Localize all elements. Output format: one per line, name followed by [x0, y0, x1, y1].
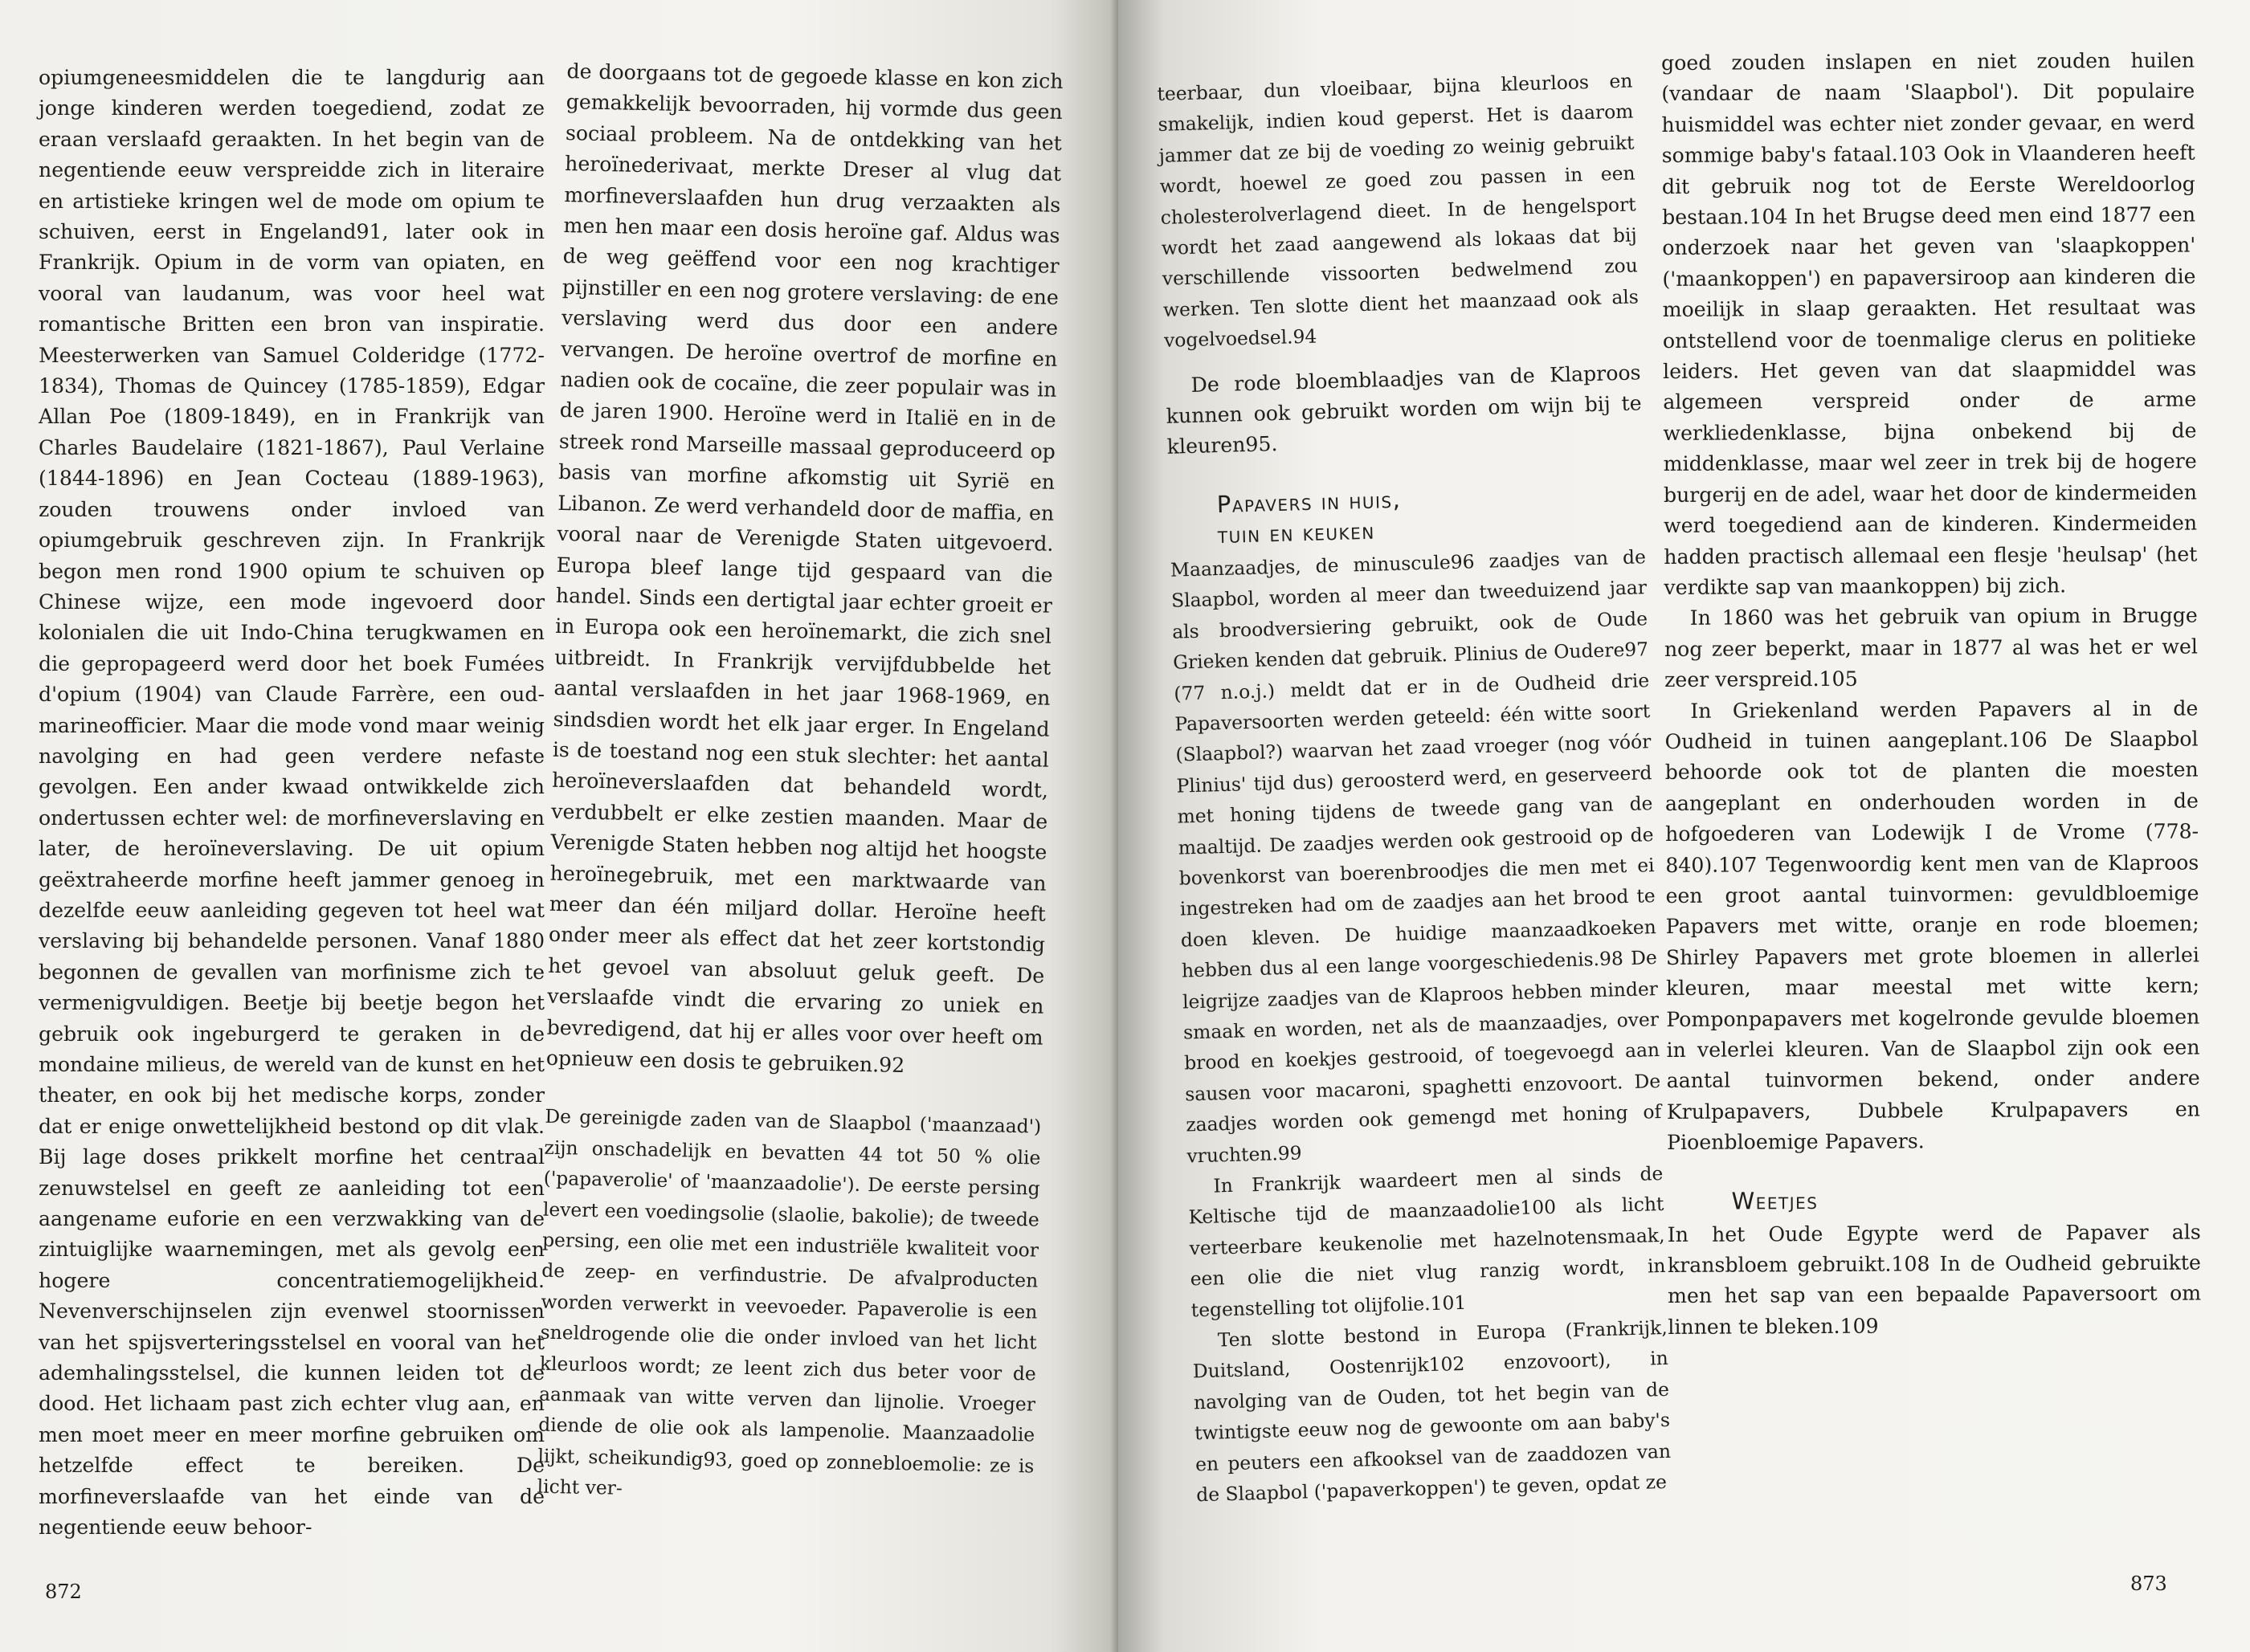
section-heading-line: Papavers in huis,	[1216, 485, 1402, 518]
section-heading-line: tuin en keuken	[1217, 516, 1376, 549]
paragraph: In Griekenland werden Papavers al in de Oudheid in tuinen aangeplant.106 De Slaapbol behoorde ook tot de planten die moesten aangeplant en onderhouden worden in de hofgoederen van Lodewijk I de Vrome (778-840).107 Tegenwoordig kent men van de Klaproos een groot aantal tuinvormen: gevuldbloemige Papavers met witte, oranje en rode bloemen; Shirley Papavers met grote bloemen in allerlei kleuren, maar meestal met witte kern; Pomponpapavers met kogelronde gevulde bloemen in velerlei kleuren. Van de Slaapbol zijn ook een aantal tuinvormen bekend, onder andere Krulpapavers, Dubbele Krulpapavers en Pioenbloemige Papavers.	[1664, 696, 2201, 1155]
section-heading-weetjes: Weetjes	[1731, 1186, 1819, 1215]
sidebar-text: De gereinigde zaden van de Slaapbol ('maanzaad') zijn onschadelijk en bevatten 44 tot 50 % olie ('papaverolie' of 'maanzaadolie'). De eerste persing levert een voedingsolie (slaolie, bakolie); de tweede persing, een olie met een industriële kwaliteit voor de zeep- en verfindustrie. De afvalproducten worden verwerkt in veevoeder. Papaverolie is een sneldrogende olie die onder invloed van het licht kleurloos wordt; ze leent zich dus beter voor de aanmaak van witte verven dan lijnolie. Vroeger diende de olie ook als lampenolie. Maanzaadolie lijkt, scheikundig93, goed op zonnebloemolie: ze is licht ver-	[537, 1105, 1042, 1500]
paragraph: In 1860 was het gebruik van opium in Brugge nog zeer beperkt, maar in 1877 al was het er wel zeer verspreid.105	[1664, 603, 2198, 692]
sidebar-text: teerbaar, dun vloeibaar, bijna kleurloos en smakelijk, indien koud geperst. Het is daarom jammer dat ze bij de voeding zo weinig gebruikt wordt, hoewel ze goed zou passen in een cholesterolverlagend dieet. In de hengelsport wordt het zaad aangewend als lokaas dat bij verschillende vissoorten bedwelmend zou werken. Ten slotte dient het maanzaad ook als vogelvoedsel.94	[1157, 69, 1640, 353]
sidebar-continuation	[1157, 65, 1640, 356]
sidebar-box	[537, 1101, 1041, 1512]
right-column-2	[1661, 46, 2201, 1344]
paragraph: opiumgeneesmiddelen die te langdurig aan jonge kinderen werden toegediend, zodat ze eraan verslaafd geraakten. In het begin van de negentiende eeuw verspreidde zich in literaire en artistieke kringen wel de mode om opium te schuiven, eerst in Engeland91, later ook in Frankrijk. Opium in de vorm van opiaten, en vooral van laudanum, was voor heel wat romantische Britten een bron van inspiratie. Meesterwerken van Samuel Colderidge (1772-1834), Thomas de Quincey (1785-1859), Edgar Allan Poe (1809-1849), en in Frankrijk van Charles Baudelaire (1821-1867), Paul Verlaine (1844-1896) en Jean Cocteau (1889-1963), zouden trouwens onder invloed van opiumgebruik geschreven zijn. In Frankrijk begon men rond 1900 opium te schuiven op Chinese wijze, een mode ingevoerd door kolonialen die uit Indo-China terugkwamen en die gepropageerd werd door het boek Fumées d'opium (1904) van Claude Farrère, een oud-marineofficier. Maar die mode vond maar weinig navolging en had geen verdere nefaste gevolgen. Een ander kwaad ontwikkelde zich ondertussen echter wel: de morfineverslaving en later, de heroïneverslaving. De uit opium geëxtraheerde morfine heeft jammer genoeg in dezelfde eeuw aanleiding gegeven tot heel wat verslaving bij behandelde personen. Vanaf 1880 begonnen de gevallen van morfinisme zich te vermenigvuldigen. Beetje bij beetje begon het gebruik ook ingeburgerd te geraken in de mondaine milieus, de wereld van de kunst en het theater, en ook bij het medische korps, zonder dat er enige onwettelijkheid bestond op dit vlak. Bij lage doses prikkelt morfine het centraal zenuwstelsel en geeft ze aanleiding tot een aangename euforie en een verzwakking van de zintuiglijke waarnemingen, met als gevolg een hogere concentratiemogelijkheid. Nevenverschijnselen zijn evenwel stoornissen van het spijsverteringsstelsel en vooral van het ademhalingsstelsel, die kunnen leiden tot de dood. Het lichaam past zich echter vlug aan, en men moet meer en meer morfine gebruiken om hetzelfde effect te bereiken. De morfineverslaafde van het einde van de negentiende eeuw behoor-	[39, 66, 545, 1540]
paragraph: In het Oude Egypte werd de Papaver als kransbloem gebruikt.108 In de Oudheid gebruikte men het sap van een bepaalde Papaversoort om linnen te bleken.109	[1667, 1220, 2202, 1339]
left-column-2	[537, 56, 1064, 1512]
page-number-right: 873	[2130, 1572, 2167, 1595]
paragraph: Maanzaadjes, de minuscule96 zaadjes van de Slaapbol, worden al meer dan tweeduizend jaar als broodversiering gebruikt, ook de Oude Grieken kenden dat gebruik. Plinius de Oudere97 (77 n.o.j.) meldt dat er in de Oudheid drie Papaversoorten werden geteeld: één witte soort (Slaapbol?) waarvan het zaad vroeger (nog vóór Plinius' tijd dus) geroosterd werd, en geserveerd met honing tijdens de tweede gang van de maaltijd. De zaadjes werden ook gestrooid op de bovenkorst van boerenbroodjes die men met ei ingestreken had om de zaadjes aan het brood te doen kleven. De huidige maanzaadkoeken hebben dus al een lange voorgeschiedenis.98 De leigrijze zaadjes van de Klaproos hebben minder smaak en worden, net als de maanzaadjes, over brood en koekjes gestrooid, of toegevoegd aan sausen voor macaroni, spaghetti enzovoort. De zaadjes worden ook gemengd met honing of vruchten.99	[1170, 545, 1662, 1168]
section-body	[1170, 541, 1672, 1511]
page-number-left: 872	[45, 1581, 82, 1603]
left-column-1	[39, 63, 545, 1544]
left-page	[0, 0, 1118, 1652]
paragraph: goed zouden inslapen en niet zouden huilen (vandaar de naam 'Slaapbol'). Dit populaire huismiddel was echter niet zonder gevaar, en werd sommige baby's fataal.103 Ook in Vlaanderen heeft dit gebruik nog tot de Eerste Wereldoorlog bestaan.104 In het Brugse deed men eind 1877 een onderzoek naar het geven van 'slaapkoppen' ('maankoppen') en papaversiroop aan kinderen die moeilijk in slaap geraakten. Het resultaat was ontstellend voor de toenmalige clerus en politieke leiders. Het geven van dat slaapmiddel was algemeen verspreid onder de arme werkliedenklasse, bijna onbekend bij de middenklasse, maar wel zeer in trek bij de hogere burgerij en de adel, waar het door de kindermeiden werd toegediend aan de kinderen. Kindermeiden hadden practisch allemaal een flesje 'heulsap' (het verdikte sap van maankoppen) bij zich.	[1661, 48, 2198, 599]
section-heading	[1216, 477, 1645, 550]
paragraph: de doorgaans tot de gegoede klasse en kon zich gemakkelijk bevoorraden, hij vormde dus geen sociaal probleem. Na de ontdekking van het heroïnederivaat, merkte Dreser al vlug dat morfineverslaafden hun drug verzaakten als men hen maar een dosis heroïne gaf. Aldus was de weg geëffend voor een nog krachtiger pijnstiller en een nog grotere verslaving: de ene verslaving werd dus door een andere vervangen. De heroïne overtrof de morfine en nadien ook de cocaïne, die zeer populair was in de jaren 1900. Heroïne werd in Italië en in de streek rond Marseille massaal geproduceerd op basis van morfine afkomstig uit Syrië en Libanon. Ze werd verhandeld door de maffia, en vooral naar de Verenigde Staten uitgevoerd. Europa bleef lange tijd gespaard van die handel. Sinds een dertigtal jaar echter groeit er in Europa ook een heroïnemarkt, die zich snel uitbreidt. In Frankrijk vervijfdubbelde het aantal verslaafden in het jaar 1968-1969, en sindsdien wordt het elk jaar erger. In Engeland is de toestand nog een stuk slechter: het aantal heroïneverslaafden dat behandeld wordt, verdubbelt er elke zestien maanden. Maar de Verenigde Staten hebben nog altijd het hoogste heroïnegebruik, met een marktwaarde van meer dan één miljard dollar. Heroïne heeft onder meer als effect dat het zeer kortstondig het gevoel van absoluut geluk geeft. De verslaafde vindt die ervaring zo uniek en bevredigend, dat hij er alles voor over heeft om opnieuw een dosis te gebruiken.92	[545, 59, 1064, 1078]
paragraph: De rode bloemblaadjes van de Klaproos kunnen ook gebruikt worden om wijn bij te kleuren95.	[1166, 360, 1642, 459]
paragraph: Ten slotte bestond in Europa (Frankrijk, Duitsland, Oostenrijk102 enzovoort), in navolging van de Ouden, tot het begin van de twintigste eeuw nog de gewoonte om aan baby's en peuters een afkooksel van de zaaddozen van de Slaapbol ('papaverkoppen') te geven, opdat ze	[1192, 1315, 1672, 1507]
right-column-1	[1157, 65, 1672, 1510]
paragraph: In Frankrijk waardeert men al sinds de Keltische tijd de maanzaadolie100 als licht verteerbare keukenolie met hazelnotensmaak, een olie die niet vlug ranzig wordt, in tegenstelling tot olijfolie.101	[1188, 1161, 1666, 1322]
right-page	[1118, 0, 2250, 1652]
